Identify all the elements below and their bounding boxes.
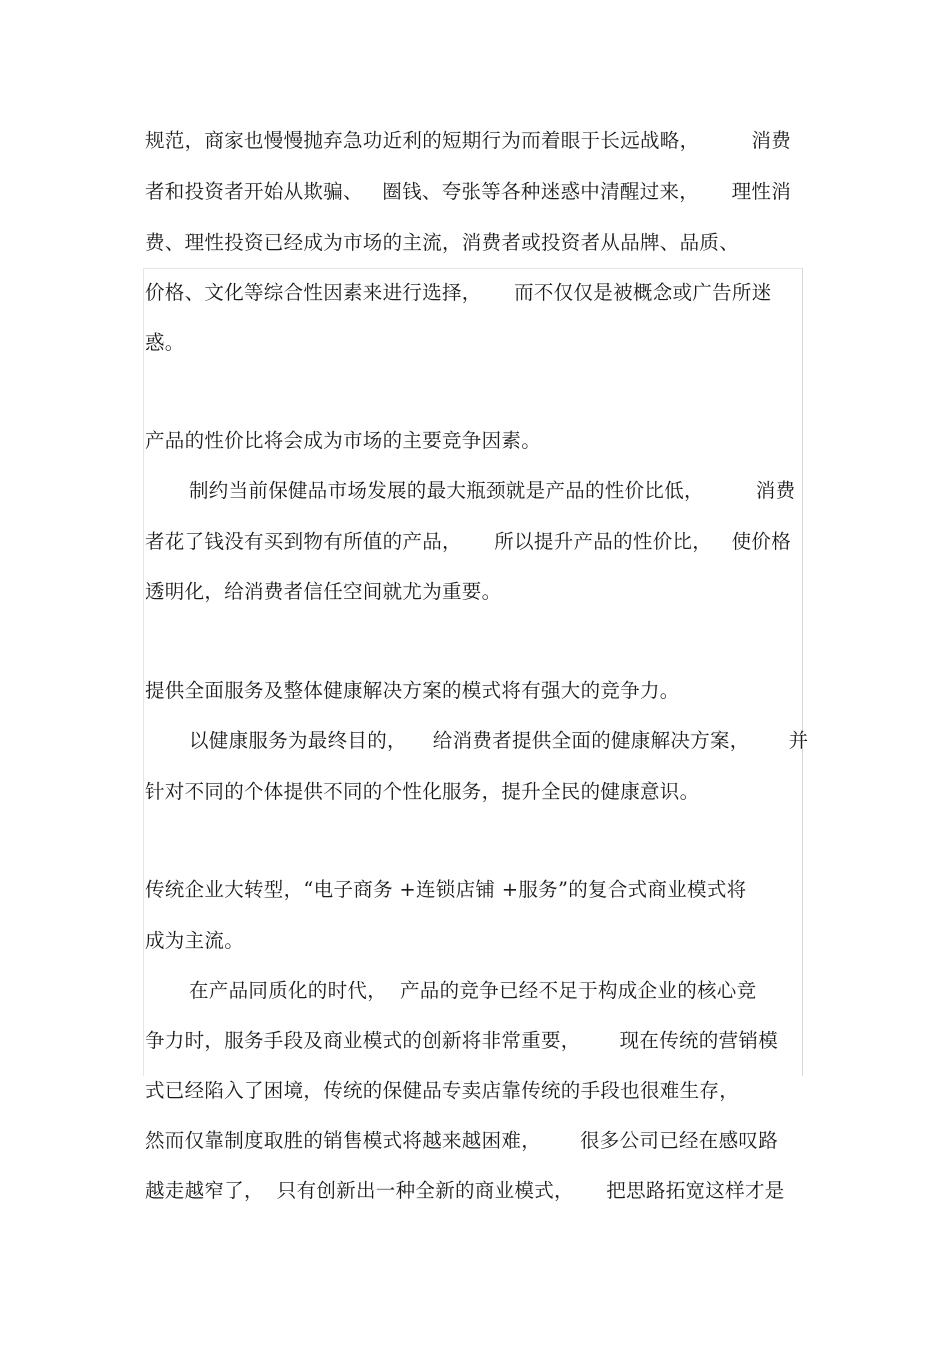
- text-line: 然而仅靠制度取胜的销售模式将越来越困难， 很多公司已经在感叹路: [145, 1129, 778, 1152]
- text-line: 者和投资者开始从欺骗、 圈钱、夸张等各种迷惑中清醒过来， 理性消: [145, 180, 791, 203]
- section-heading: 产品的性价比将会成为市场的主要竞争因素。: [145, 429, 542, 452]
- text-line: 价格、文化等综合性因素来进行选择， 而不仅仅是被概念或广告所迷: [145, 281, 772, 304]
- text-line: 在产品同质化的时代， 产品的竞争已经不足于构成企业的核心竞: [189, 979, 757, 1002]
- text-line: 透明化，给消费者信任空间就尤为重要。: [145, 580, 502, 603]
- section-heading: 提供全面服务及整体健康解决方案的模式将有强大的竞争力。: [145, 679, 680, 702]
- text-line: 者花了钱没有买到物有所值的产品， 所以提升产品的性价比， 使价格: [145, 530, 791, 553]
- text-line: 制约当前保健品市场发展的最大瓶颈就是产品的性价比低， 消费: [189, 479, 796, 502]
- page-frame: [143, 268, 803, 1076]
- text-line: 费、理性投资已经成为市场的主流，消费者或投资者从品牌、品质、: [145, 231, 740, 254]
- text-line: 越走越窄了， 只有创新出一种全新的商业模式， 把思路拓宽这样才是: [145, 1179, 785, 1202]
- text-line: 规范，商家也慢慢抛弃急功近利的短期行为而着眼于长远战略， 消费: [145, 129, 791, 152]
- text-line: 式已经陷入了困境，传统的保健品专卖店靠传统的手段也很难生存，: [145, 1079, 740, 1102]
- text-line: 争力时，服务手段及商业模式的创新将非常重要， 现在传统的营销模: [145, 1029, 778, 1052]
- text-line: 成为主流。: [145, 929, 245, 952]
- text-line: 以健康服务为最终目的， 给消费者提供全面的健康解决方案， 并: [189, 729, 809, 752]
- text-line: 针对不同的个体提供不同的个性化服务，提升全民的健康意识。: [145, 780, 700, 803]
- section-heading: 传统企业大转型，“电子商务 +连锁店铺 +服务”的复合式商业模式将: [145, 878, 747, 901]
- text-line: 惑。: [145, 331, 185, 354]
